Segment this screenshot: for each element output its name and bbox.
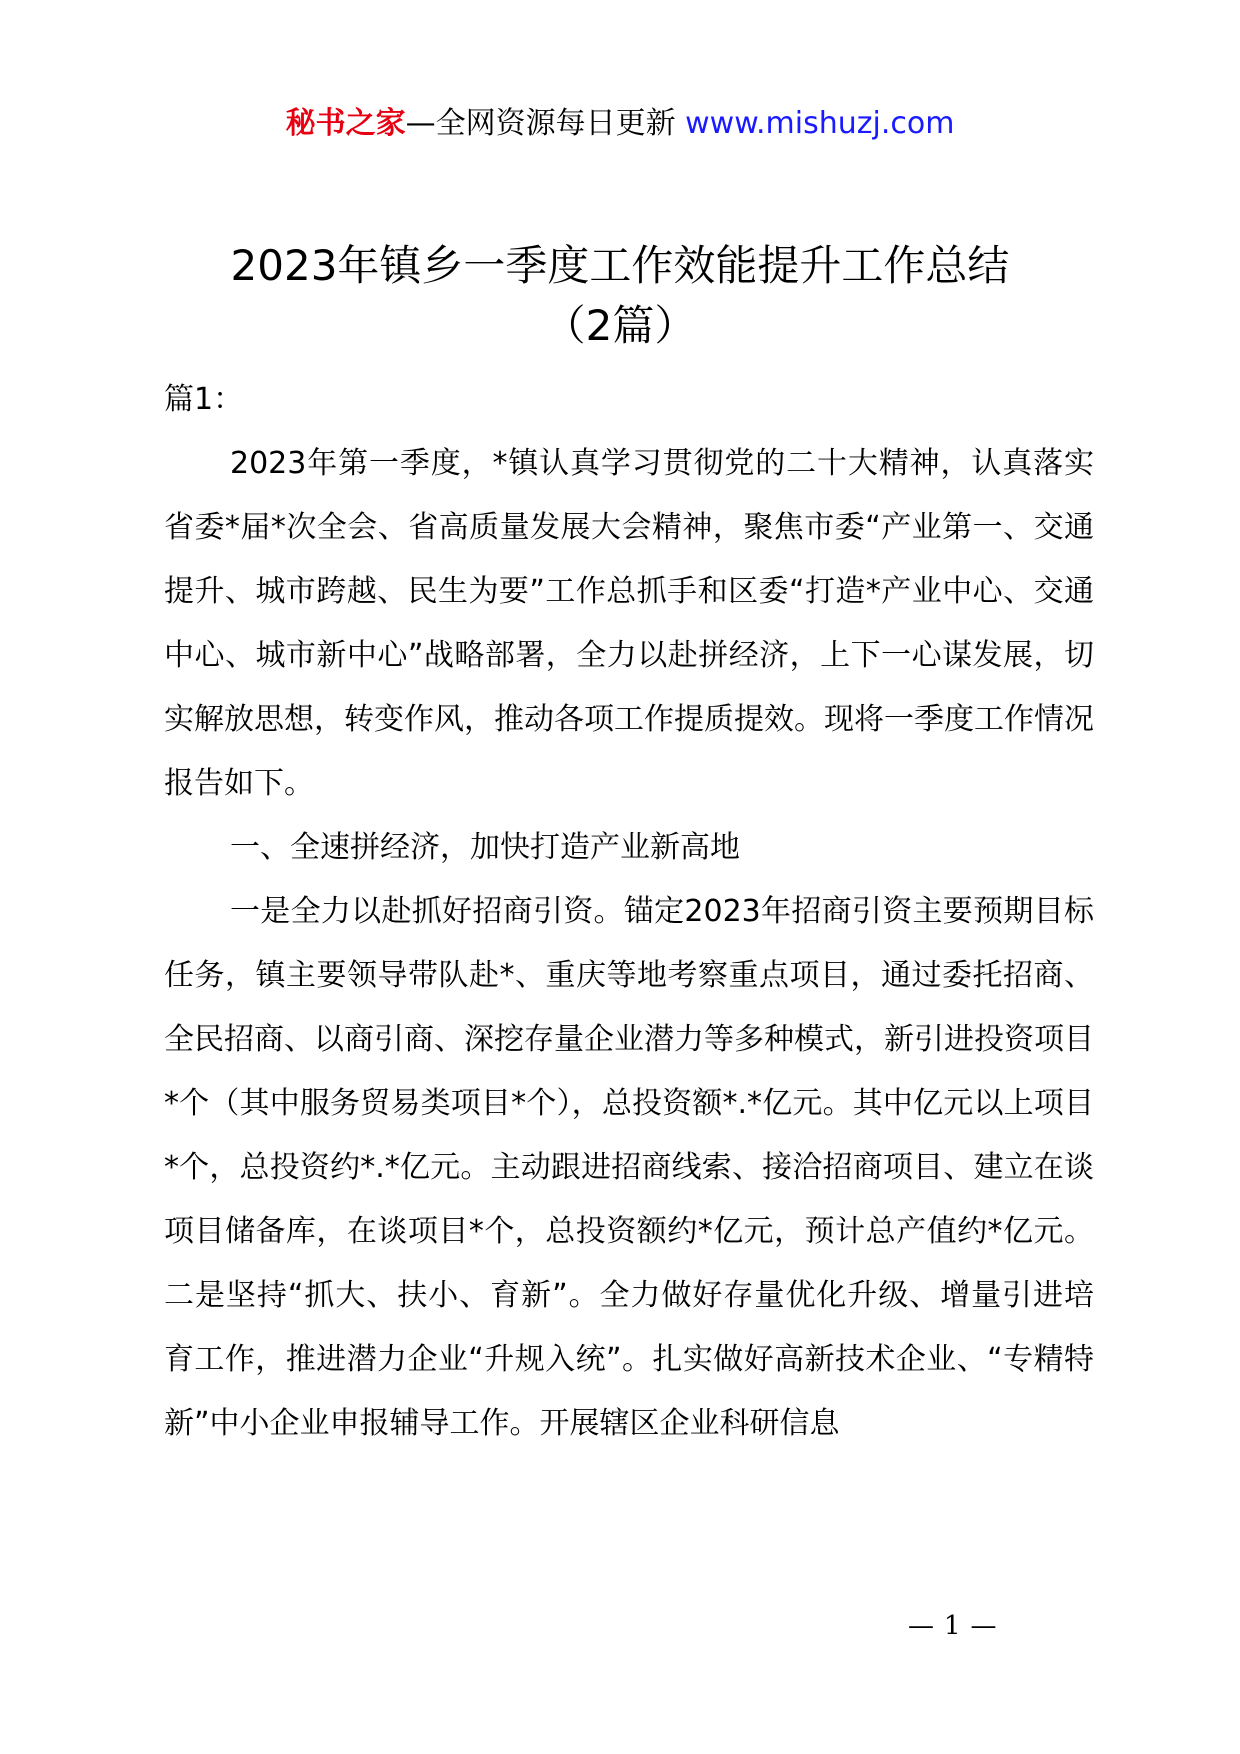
site-slogan: —全网资源每日更新 [405, 106, 676, 141]
page-number-dash-left: — [908, 1611, 934, 1641]
section-paragraph-1: 一是全力以赴抓好招商引资。锚定2023年招商引资主要预期目标任务，镇主要领导带队赴*、重庆等地考察重点项目，通过委托招商、全民招商、以商引商、深挖存量企业潜力等多种模式，新引进投资项目*个（其中服务贸易类项目*个），总投资额*.*亿元。其中亿元以上项目*个，总投资约*.*亿元。主动跟进招商线索、接洽招商项目、建立在谈项目储备库，在谈项目*个，总投资额约*亿元，预计总产值约*亿元。二是坚持“抓大、扶小、育新”。全力做好存量优化升级、增量引进培育工作，推进潜力企业“升规入统”。扎实做好高新技术企业、“专精特新”中小企业申报辅导工作。开展辖区企业科研信息 [164, 894, 1094, 1441]
page-number-footer [0, 1606, 1240, 1646]
document-title-line-2: （2篇） [543, 301, 697, 350]
site-brand-name: 秘书之家 [285, 106, 406, 141]
site-url-link[interactable]: www.mishuzj.com [685, 106, 955, 141]
intro-paragraph: 2023年第一季度，*镇认真学习贯彻党的二十大精神，认真落实省委*届*次全会、省高质量发展大会精神，聚焦市委“产业第一、交通提升、城市跨越、民生为要”工作总抓手和区委“打造*产业中心、交通中心、城市新中心”战略部署，全力以赴拼经济，上下一心谋发展，切实解放思想，转变作风，推动各项工作提质提效。现将一季度工作情况报告如下。 [164, 446, 1094, 801]
document-body [164, 368, 1094, 1456]
page-number: 1 [944, 1611, 961, 1641]
section-heading-1: 一、全速拼经济，加快打造产业新高地 [230, 830, 740, 865]
page-number-dash-right: — [970, 1611, 997, 1641]
document-title-line-1: 2023年镇乡一季度工作效能提升工作总结 [230, 241, 1010, 290]
part-label: 篇1： [164, 382, 244, 417]
document-title [0, 236, 1240, 356]
site-header-banner [0, 100, 1240, 148]
